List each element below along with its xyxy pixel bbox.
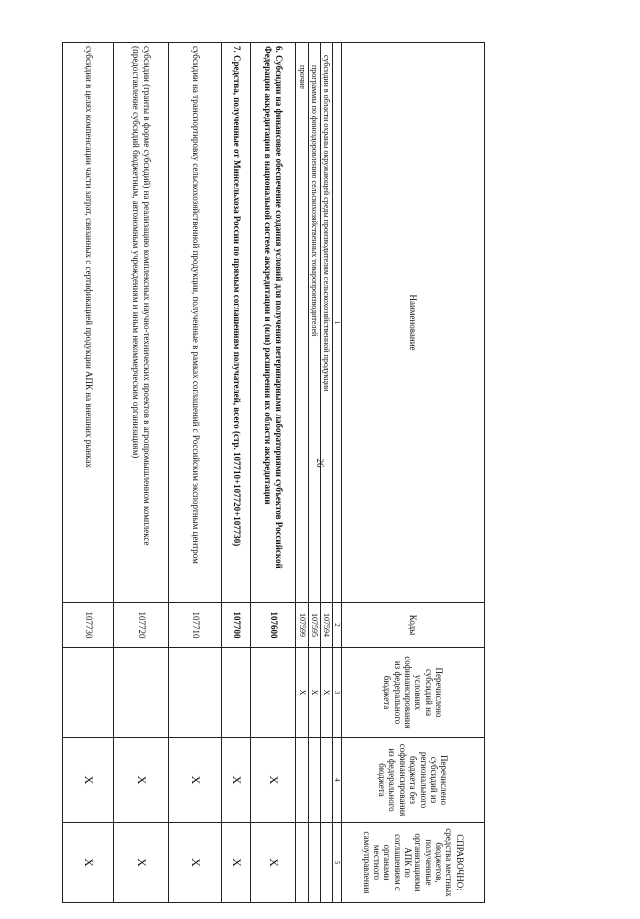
row-name: субсидии (гранты в форме субсидий) на реализацию комплексных научно-технических проектов в агропромышленном комплексе (предоставление субсидий бюджетным, автономным учреждениям и иным некоммерческим организациям): [114, 43, 169, 603]
row-c3: [169, 648, 222, 738]
table-row: [114, 43, 169, 903]
row-c3: [114, 648, 169, 738]
row-name: субсидии на транспортировку сельскохозяйственной продукции, полученные в рамках соглашений с Российским экспортным центром: [169, 43, 222, 603]
row-c3: [222, 648, 251, 738]
row-c4: X: [114, 738, 169, 823]
page-number: 26: [315, 458, 325, 468]
row-c4: [296, 738, 308, 823]
row-c4: [308, 738, 320, 823]
row-name: прочие: [296, 43, 308, 603]
row-code: 107599: [296, 603, 308, 648]
row-code: 107595: [308, 603, 320, 648]
row-code: 107594: [320, 603, 332, 648]
row-name: 6. Субсидии на финансовое обеспечение создания условий для получения ветеринарными лабораториями субъектов Российской Федерации аккредитации в национальной системе аккредитации и (или) расширения их области аккредитации: [251, 43, 296, 603]
row-c5: [320, 823, 332, 903]
column-number: 1: [332, 43, 341, 603]
row-c3: [63, 648, 114, 738]
row-name: субсидии в целях компенсации части затрат, связанных с сертификацией продукции АПК на внешних рынках: [63, 43, 114, 603]
row-c4: [320, 738, 332, 823]
header-codes: Коды: [342, 603, 485, 648]
row-code: 107710: [169, 603, 222, 648]
row-c3: X: [308, 648, 320, 738]
column-number-row: [332, 43, 341, 903]
row-name: 7. Средства, полученные от Минсельхоза России по прямым соглашениям получателей, всего (стр. 107710+107720+107730): [222, 43, 251, 603]
column-number: 2: [332, 603, 341, 648]
header-name: Наименование: [342, 43, 485, 603]
row-c3: [251, 648, 296, 738]
row-code: 107700: [222, 603, 251, 648]
table-row: [63, 43, 114, 903]
header-col4: Перечислено субсидий из регионального бюджета без софинансирования из федерального бюджета: [342, 738, 485, 823]
row-c5: X: [63, 823, 114, 903]
row-c5: [308, 823, 320, 903]
header-row: [342, 43, 485, 903]
subsidies-table: [62, 42, 485, 903]
row-c3: X: [296, 648, 308, 738]
row-name: программы по финоздоровлению сельскохозяйственных товаропроизводителей: [308, 43, 320, 603]
row-c5: X: [169, 823, 222, 903]
table-row: [251, 43, 296, 903]
table-row: [308, 43, 320, 903]
row-code: 107600: [251, 603, 296, 648]
rotated-table-container: [82, 42, 485, 902]
row-c3: X: [320, 648, 332, 738]
table-row: [222, 43, 251, 903]
row-c4: X: [169, 738, 222, 823]
row-c4: X: [63, 738, 114, 823]
row-c5: X: [114, 823, 169, 903]
row-c4: X: [251, 738, 296, 823]
row-c5: X: [222, 823, 251, 903]
table-row: [296, 43, 308, 903]
table-row: [169, 43, 222, 903]
row-code: 107720: [114, 603, 169, 648]
header-col5: СПРАВОЧНО: средства местных бюджетов, полученные организациями АПК по соглашениям с органами местного самоуправления: [342, 823, 485, 903]
header-col3: Перечислено субсидий на условиях софинансирования из федерального бюджета: [342, 648, 485, 738]
column-number: 4: [332, 738, 341, 823]
column-number: 5: [332, 823, 341, 903]
column-number: 3: [332, 648, 341, 738]
table-row: [320, 43, 332, 903]
row-c5: X: [251, 823, 296, 903]
row-code: 107730: [63, 603, 114, 648]
row-c5: [296, 823, 308, 903]
row-name: субсидии в области охраны окружающей среды производителям сельскохозяйственной продукции: [320, 43, 332, 603]
row-c4: X: [222, 738, 251, 823]
